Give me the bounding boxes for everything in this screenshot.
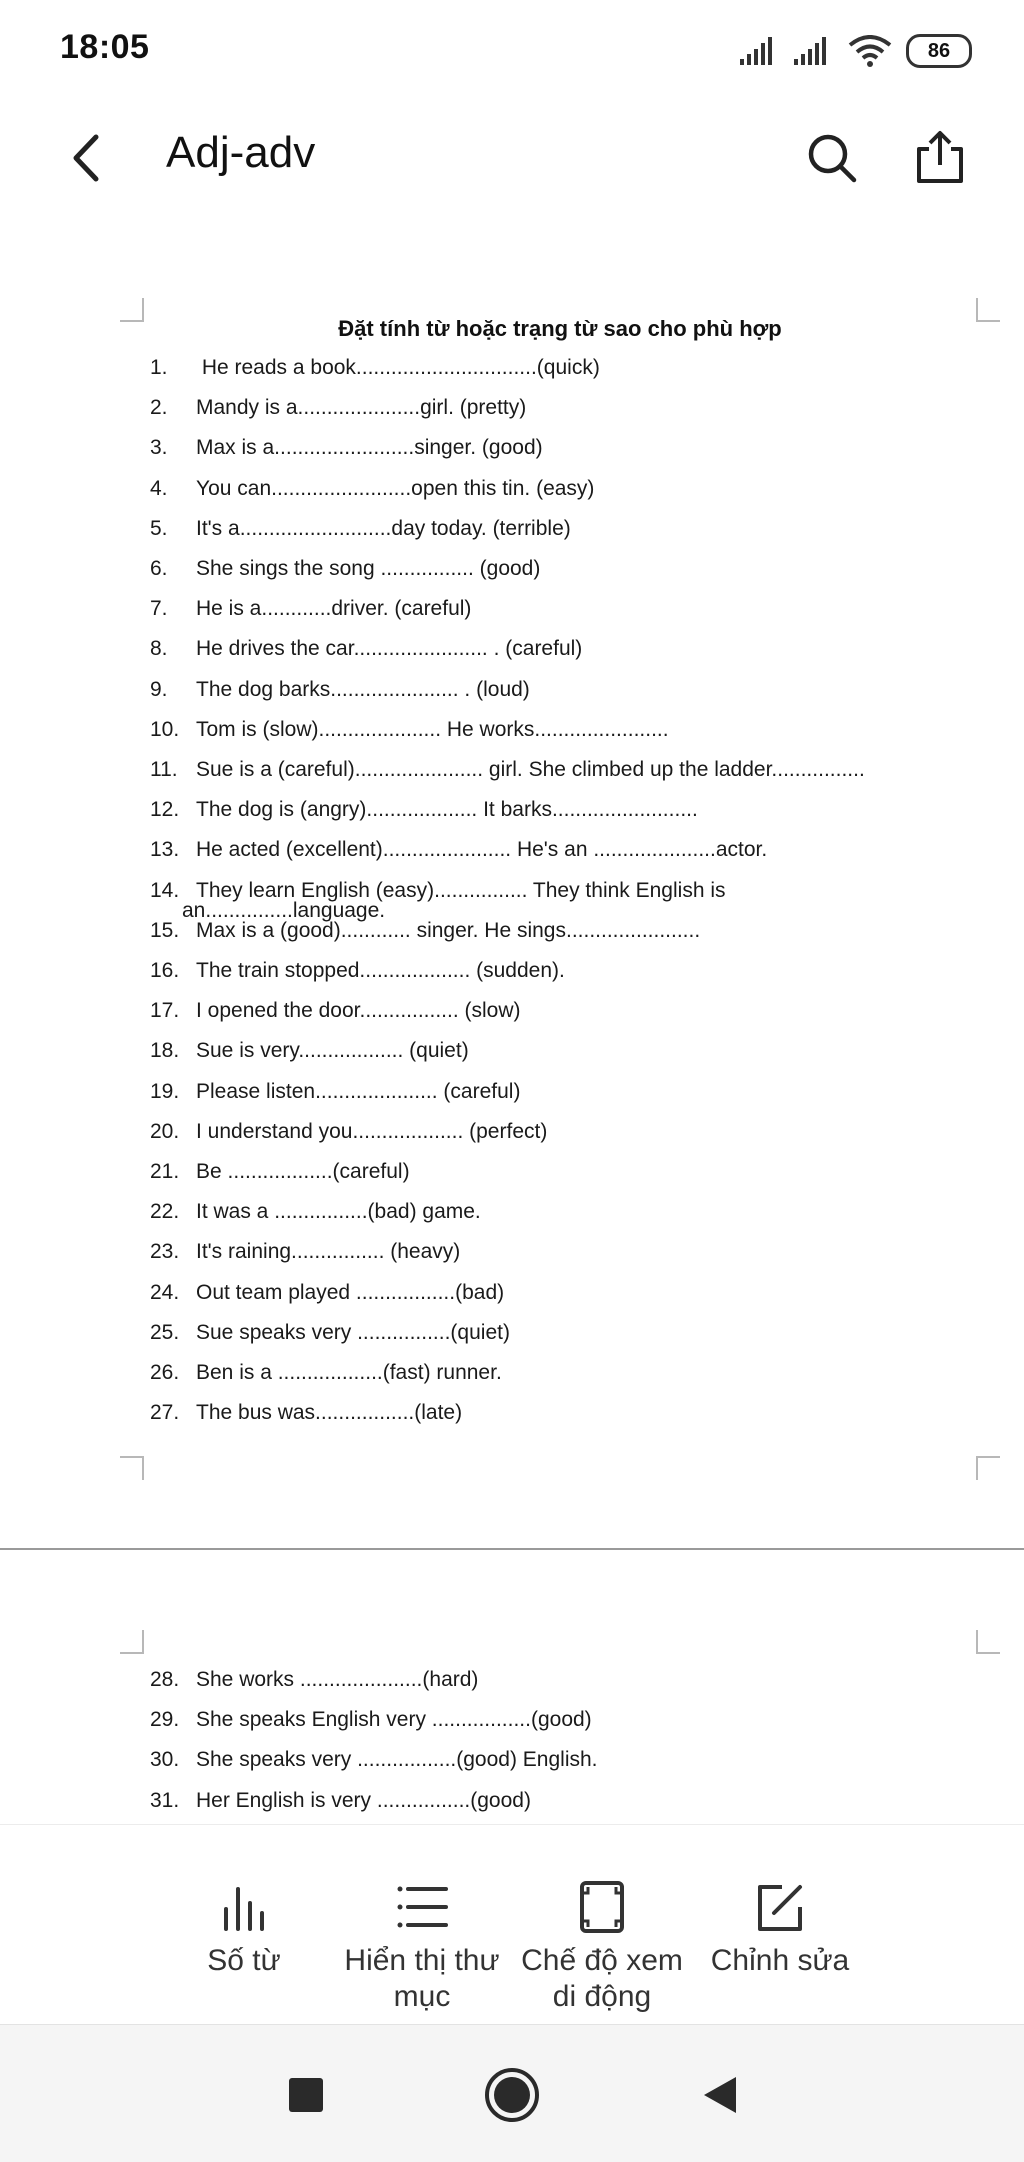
exercise-item [150, 1039, 950, 1063]
app-bar [0, 100, 1024, 212]
edit-button[interactable] [700, 1825, 860, 2025]
exercise-text: I understand you................... (perfect) [196, 1119, 548, 1143]
system-back-button[interactable] [690, 2065, 750, 2125]
show-outline-button[interactable] [336, 1825, 508, 2025]
exercise-item [150, 999, 950, 1023]
exercise-text: Tom is (slow)..................... He works....................... [196, 717, 669, 741]
exercise-item [150, 959, 950, 983]
exercise-number: 20. [150, 1119, 180, 1143]
exercise-item [150, 758, 950, 782]
crop-mark [120, 1456, 144, 1480]
exercise-text: She speaks English very .................(good) [196, 1708, 592, 1732]
exercise-number: 8. [150, 637, 168, 661]
exercise-number: 12. [150, 798, 180, 822]
mobile-view-label: Chế độ xem di động [521, 1944, 683, 2013]
exercise-text: He is a............driver. (careful) [196, 597, 472, 621]
exercise-text: It's raining................ (heavy) [196, 1240, 461, 1264]
exercise-item [150, 1321, 950, 1345]
exercise-item [150, 517, 950, 541]
exercise-text: Mandy is a.....................girl. (pretty) [196, 396, 527, 420]
signal-icon [740, 37, 780, 65]
exercise-text: Ben is a ..................(fast) runner. [196, 1361, 502, 1384]
exercise-text: He reads a book...............................(quick) [196, 356, 600, 379]
exercise-number: 21. [150, 1160, 180, 1183]
exercise-text: She speaks very .................(good) English. [196, 1748, 598, 1772]
exercise-text: I opened the door................. (slow) [196, 999, 521, 1023]
share-button[interactable] [908, 124, 972, 190]
exercise-item [150, 718, 950, 742]
exercise-item [150, 436, 950, 460]
exercise-number: 23. [150, 1240, 180, 1264]
exercise-item [150, 396, 950, 420]
exercise-item [150, 838, 950, 862]
exercise-number: 18. [150, 1039, 180, 1063]
exercise-item [150, 1748, 950, 1772]
exercise-text: Sue speaks very ................(quiet) [196, 1320, 510, 1344]
exercise-number: 22. [150, 1200, 180, 1224]
exercise-text: The bus was.................(late) [196, 1401, 463, 1425]
exercise-text: Max is a (good)............ singer. He sings....................... [196, 918, 701, 942]
exercise-item [150, 1401, 950, 1425]
exercise-number: 27. [150, 1401, 180, 1425]
exercise-item [150, 919, 950, 943]
search-icon [806, 132, 858, 184]
exercise-number: 10. [150, 717, 180, 741]
exercise-item [150, 1668, 950, 1692]
exercise-number: 11. [150, 758, 178, 781]
back-triangle-icon [700, 2073, 740, 2117]
wifi-icon [848, 35, 892, 67]
mobile-frame-icon [574, 1879, 630, 1935]
exercise-item [150, 798, 950, 822]
navigation-bar [0, 2024, 1024, 2162]
exercise-text: Out team played .................(bad) [196, 1280, 505, 1304]
exercise-text: He acted (excellent)...................... He's an .....................actor. [196, 838, 768, 862]
exercise-text: You can........................open this tin. (easy) [196, 476, 595, 500]
status-icons [740, 34, 972, 68]
exercise-number: 4. [150, 476, 168, 500]
exercise-number: 16. [150, 959, 180, 982]
exercise-item [150, 1120, 950, 1144]
exercise-number: 28. [150, 1668, 180, 1691]
edit-label: Chỉnh sửa [710, 1944, 850, 1977]
word-count-button[interactable] [184, 1825, 304, 2025]
exercise-number: 14. [150, 878, 180, 902]
exercise-number: 26. [150, 1361, 180, 1384]
exercise-number: 3. [150, 436, 168, 460]
signal-icon [794, 37, 834, 65]
exercise-number: 25. [150, 1320, 180, 1344]
exercise-number: 5. [150, 516, 168, 540]
share-icon [915, 129, 965, 185]
exercise-item-continuation: an...............language. [182, 898, 386, 922]
exercise-text: Please listen..................... (careful) [196, 1079, 521, 1103]
exercise-item [150, 1281, 950, 1305]
exercise-number: 6. [150, 557, 168, 580]
exercise-item [150, 1240, 950, 1264]
edit-icon [752, 1879, 808, 1935]
exercise-number: 15. [150, 918, 180, 942]
recents-button[interactable] [276, 2065, 336, 2125]
exercise-text: He drives the car....................... . (careful) [196, 637, 583, 661]
battery-level: 86 [927, 39, 951, 62]
exercise-number: 9. [150, 677, 168, 701]
bottom-toolbar [0, 1824, 1024, 2025]
exercise-text: She works .....................(hard) [196, 1668, 479, 1691]
exercise-number: 1. [150, 356, 168, 379]
exercise-text: It's a..........................day today. (terrible) [196, 516, 571, 540]
exercise-item [150, 477, 950, 501]
exercise-text: It was a ................(bad) game. [196, 1200, 481, 1224]
exercise-text: She sings the song ................ (good) [196, 557, 541, 580]
home-circle-icon [483, 2066, 541, 2124]
status-time: 18:05 [60, 28, 150, 66]
exercise-item [150, 1080, 950, 1104]
exercise-item [150, 356, 950, 380]
exercise-number: 17. [150, 999, 180, 1023]
exercise-item [150, 557, 950, 581]
recents-square-icon [287, 2076, 325, 2114]
exercise-text: The train stopped................... (sudden). [196, 959, 565, 982]
document-viewport[interactable] [0, 212, 1024, 1824]
exercise-item [150, 1200, 950, 1224]
crop-mark [976, 1456, 1000, 1480]
exercise-text: Sue is very.................. (quiet) [196, 1039, 469, 1063]
exercise-text: Max is a........................singer. (good) [196, 436, 543, 460]
exercise-number: 19. [150, 1079, 180, 1103]
document-page [0, 1550, 1024, 1824]
battery-icon [906, 34, 972, 68]
document-page [0, 212, 1024, 1548]
exercise-item [150, 1160, 950, 1184]
exercise-text: The dog barks...................... . (loud) [196, 677, 530, 701]
crop-mark [120, 1630, 144, 1654]
back-button[interactable] [56, 128, 116, 188]
exercise-number: 2. [150, 396, 168, 420]
show-outline-label: Hiển thị thư mục [344, 1944, 500, 2013]
exercise-number: 30. [150, 1748, 180, 1772]
exercise-text: Be ..................(careful) [196, 1160, 410, 1183]
list-icon [394, 1879, 450, 1935]
status-bar [0, 0, 1024, 100]
home-button[interactable] [482, 2065, 542, 2125]
exercise-text: Sue is a (careful)...................... girl. She climbed up the ladder................ [196, 758, 865, 781]
exercise-text: They learn English (easy)................ They think English is [196, 878, 726, 902]
exercise-number: 24. [150, 1280, 180, 1304]
exercise-number: 7. [150, 597, 168, 621]
exercise-item [150, 637, 950, 661]
exercise-text: The dog is (angry)................... It barks......................... [196, 798, 698, 822]
exercise-heading: Đặt tính từ hoặc trạng từ sao cho phù hợp [338, 316, 782, 341]
exercise-number: 31. [150, 1788, 180, 1812]
exercise-item [150, 678, 950, 702]
word-count-label: Số từ [207, 1944, 281, 1977]
exercise-number: 13. [150, 838, 180, 862]
bar-chart-icon [216, 1879, 272, 1935]
crop-mark [976, 1630, 1000, 1654]
search-button[interactable] [800, 126, 864, 190]
mobile-view-button[interactable] [512, 1825, 692, 2025]
exercise-text: Her English is very ................(good) [196, 1788, 531, 1812]
exercise-item [150, 1361, 950, 1385]
document-title: Adj-adv [166, 128, 316, 177]
exercise-item [150, 1789, 950, 1813]
exercise-item [150, 1708, 950, 1732]
exercise-number: 29. [150, 1708, 180, 1732]
back-arrow-icon [70, 133, 102, 183]
exercise-item [150, 597, 950, 621]
